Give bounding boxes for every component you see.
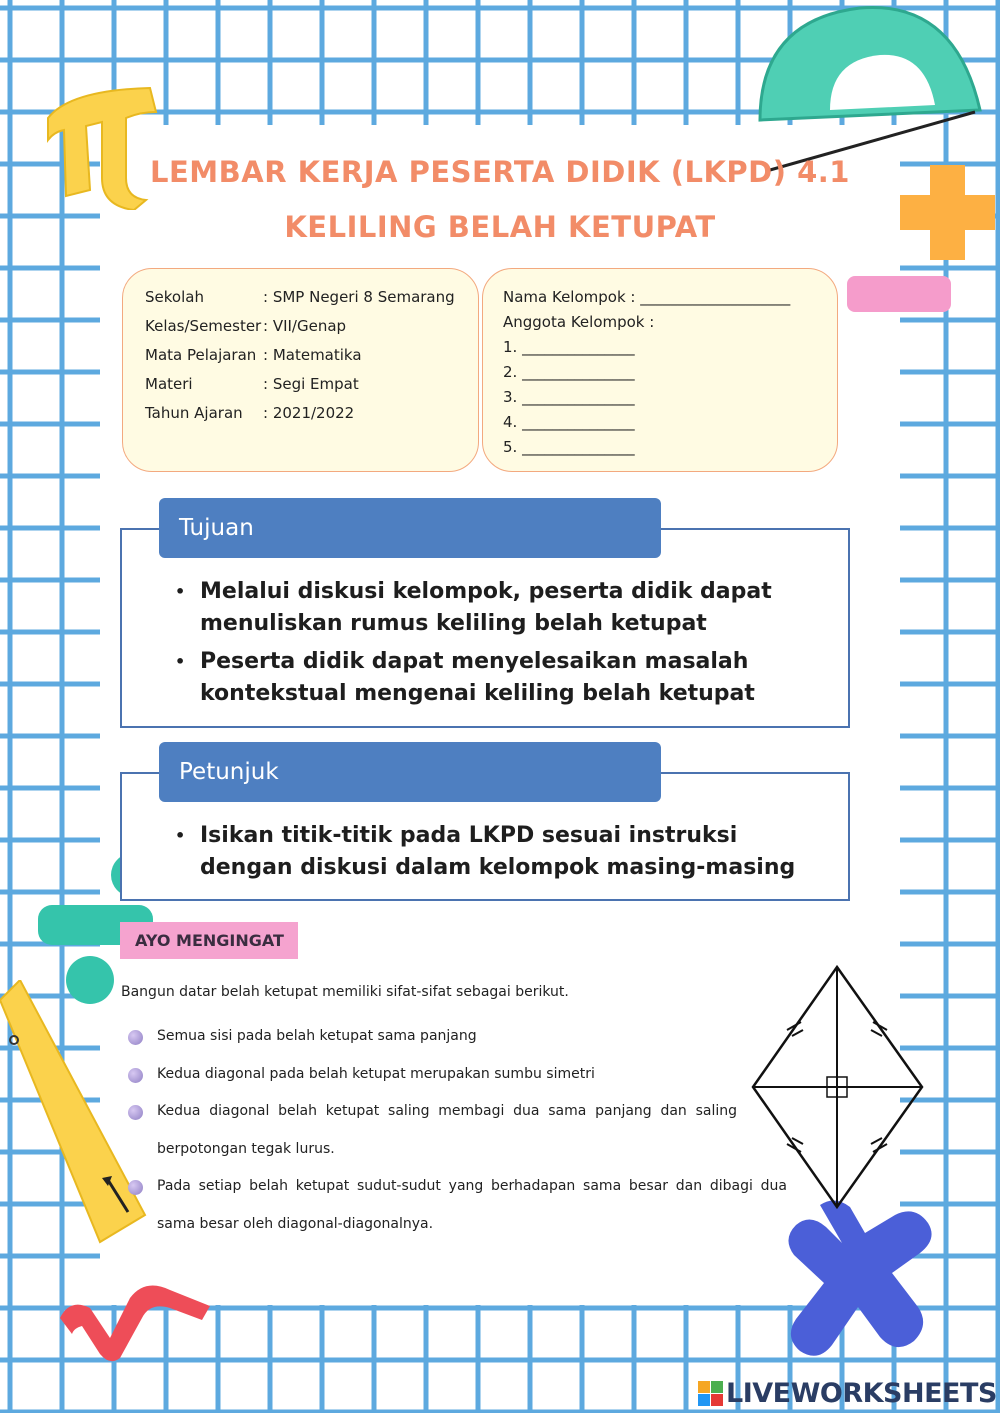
bullet-icon <box>128 1180 143 1195</box>
bullet-icon <box>128 1068 143 1083</box>
group-name-field[interactable]: Nama Kelompok : ____________________ <box>503 288 791 306</box>
tujuan-item: • Peserta didik dapat menyelesaikan masalah kontekstual mengenai keliling belah ketupat <box>175 646 815 710</box>
watermark-text: LIVEWORKSHEETS <box>726 1378 997 1409</box>
identity-value: : Matematika <box>263 346 362 364</box>
member-field-2[interactable]: 2. _______________ <box>503 363 635 381</box>
identity-value: : SMP Negeri 8 Semarang <box>263 288 455 306</box>
identity-label: Mata Pelajaran <box>145 346 257 364</box>
identity-row <box>145 375 359 393</box>
identity-row <box>145 288 455 306</box>
ayo-mengingat-label: AYO MENGINGAT <box>120 922 298 959</box>
bullet-icon <box>128 1030 143 1045</box>
property-list <box>128 1018 788 1243</box>
identity-box <box>122 268 479 472</box>
tujuan-item: • Melalui diskusi kelompok, peserta didik dapat menuliskan rumus keliling belah ketupat <box>175 576 815 640</box>
property-text: Kedua diagonal belah ketupat saling membagi dua sama panjang dan saling berpotongan tegak lurus. <box>157 1103 737 1157</box>
identity-value: : VII/Genap <box>263 317 347 335</box>
petunjuk-item: • Isikan titik-titik pada LKPD sesuai instruksi dengan diskusi dalam kelompok masing-masing <box>175 820 815 884</box>
petunjuk-heading: Petunjuk <box>159 742 661 802</box>
property-item <box>128 1168 787 1243</box>
identity-row <box>145 317 346 335</box>
property-item <box>128 1018 757 1056</box>
member-field-3[interactable]: 3. _______________ <box>503 388 635 406</box>
tujuan-heading: Tujuan <box>159 498 661 558</box>
zigzag-icon-red <box>50 1268 220 1368</box>
tujuan-list <box>175 576 815 716</box>
ayo-intro: Bangun datar belah ketupat memiliki sifat-sifat sebagai berikut. <box>121 984 569 1000</box>
minus-icon-pink <box>845 272 955 317</box>
petunjuk-list <box>175 820 815 890</box>
identity-label: Materi <box>145 375 193 393</box>
identity-label: Kelas/Semester <box>145 317 262 335</box>
property-item <box>128 1093 737 1168</box>
identity-label: Tahun Ajaran <box>145 404 243 422</box>
property-text: Kedua diagonal pada belah ketupat merupakan sumbu simetri <box>157 1065 595 1082</box>
identity-row <box>145 404 354 422</box>
property-text: Pada setiap belah ketupat sudut-sudut yang berhadapan sama besar dan dibagi dua sama besar oleh diagonal-diagonalnya. <box>157 1178 787 1232</box>
page-subtitle: KELILING BELAH KETUPAT <box>284 210 716 244</box>
identity-value: : 2021/2022 <box>263 404 355 422</box>
group-box <box>482 268 838 472</box>
property-text: Semua sisi pada belah ketupat sama panjang <box>157 1028 477 1044</box>
member-field-5[interactable]: 5. _______________ <box>503 438 635 456</box>
member-field-1[interactable]: 1. _______________ <box>503 338 635 356</box>
times-icon-blue <box>780 1195 945 1370</box>
bullet-icon <box>128 1105 143 1120</box>
group-members-label: Anggota Kelompok : <box>503 313 655 331</box>
liveworksheets-logo-icon <box>698 1381 724 1407</box>
property-item <box>128 1056 757 1094</box>
rhombus-diagram <box>745 960 930 1215</box>
identity-label: Sekolah <box>145 288 204 306</box>
page-title: LEMBAR KERJA PESERTA DIDIK (LKPD) 4.1 <box>150 155 850 189</box>
identity-value: : Segi Empat <box>263 375 359 393</box>
identity-row <box>145 346 362 364</box>
member-field-4[interactable]: 4. _______________ <box>503 413 635 431</box>
